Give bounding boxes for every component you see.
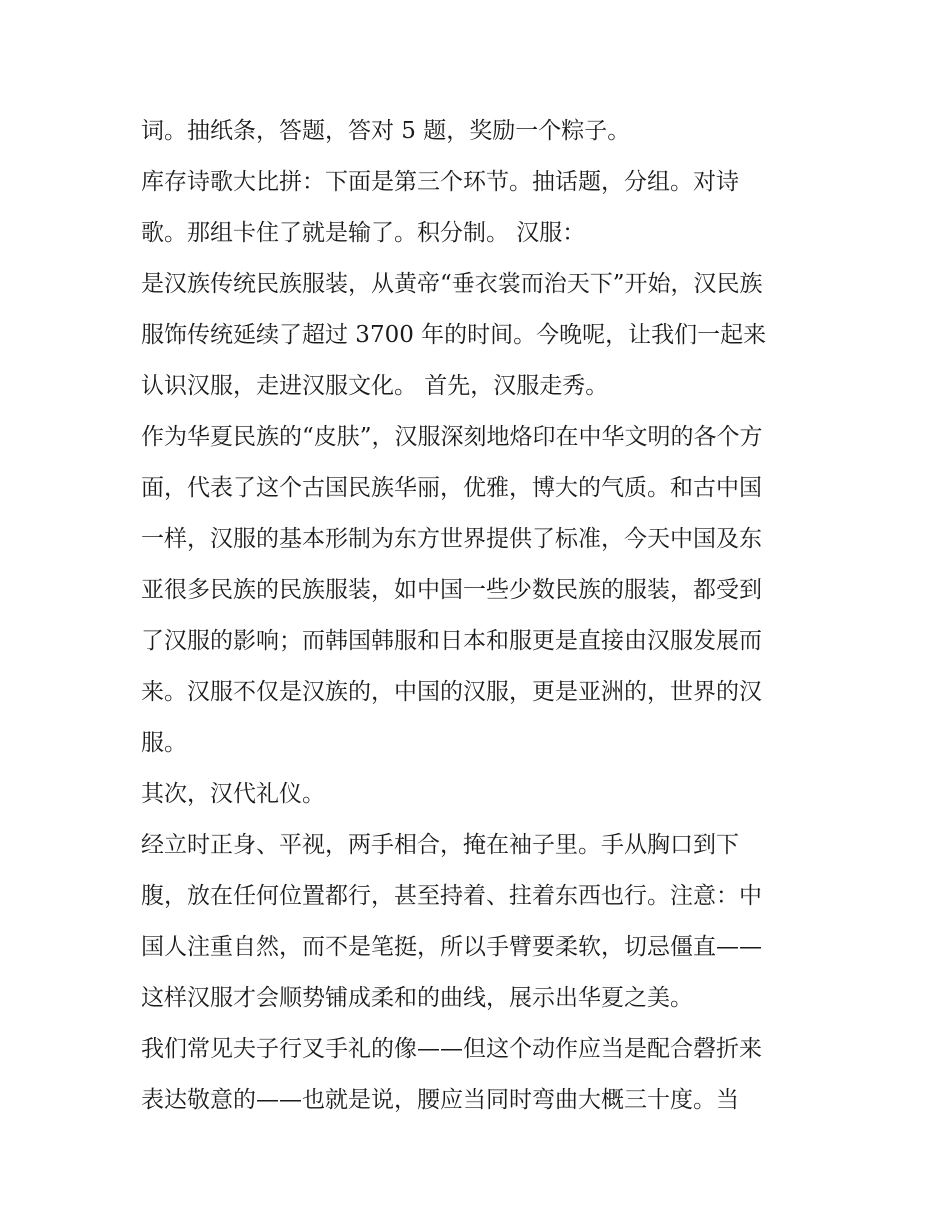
text-line: 经立时正身、平视，两手相合，掩在袖子里。手从胸口到下 — [141, 832, 739, 858]
text-line: 词。抽纸条，答题，答对 5 题，奖励一个粽子。 — [141, 118, 631, 144]
text-line: 来。汉服不仅是汉族的，中国的汉服，更是亚洲的，世界的汉 — [141, 679, 762, 705]
text-line: 认识汉服，走进汉服文化。 首先，汉服走秀。 — [141, 373, 609, 399]
text-line: 服饰传统延续了超过 3700 年的时间。今晚呢，让我们一起来 — [141, 322, 767, 348]
text-line: 国人注重自然，而不是笔挺，所以手臂要柔软，切忌僵直—— — [141, 934, 762, 960]
text-line: 腹，放在任何位置都行，甚至持着、拄着东西也行。注意：中 — [141, 883, 762, 909]
text-line: 一样，汉服的基本形制为东方世界提供了标准，今天中国及东 — [141, 526, 762, 552]
text-line: 这样汉服才会顺势铺成柔和的曲线，展示出华夏之美。 — [141, 985, 693, 1011]
text-line: 表达敬意的——也就是说，腰应当同时弯曲大概三十度。当 — [141, 1087, 739, 1113]
text-line: 是汉族传统民族服装，从黄帝“垂衣裳而治天下”开始，汉民族 — [141, 271, 763, 297]
text-line: 库存诗歌大比拼：下面是第三个环节。抽话题，分组。对诗 — [141, 169, 739, 195]
text-line: 歌。那组卡住了就是输了。积分制。 汉服： — [141, 220, 586, 246]
text-line: 亚很多民族的民族服装，如中国一些少数民族的服装，都受到 — [141, 577, 762, 603]
text-line: 其次，汉代礼仪。 — [141, 781, 325, 807]
text-line: 我们常见夫子行叉手礼的像——但这个动作应当是配合磬折来 — [141, 1036, 762, 1062]
text-line: 面，代表了这个古国民族华丽，优雅，博大的气质。和古中国 — [141, 475, 762, 501]
body-text — [141, 106, 816, 1126]
text-line: 了汉服的影响；而韩国韩服和日本和服更是直接由汉服发展而 — [141, 628, 762, 654]
text-line: 服。 — [141, 730, 187, 756]
text-line: 作为华夏民族的“皮肤”，汉服深刻地烙印在中华文明的各个方 — [141, 424, 763, 450]
